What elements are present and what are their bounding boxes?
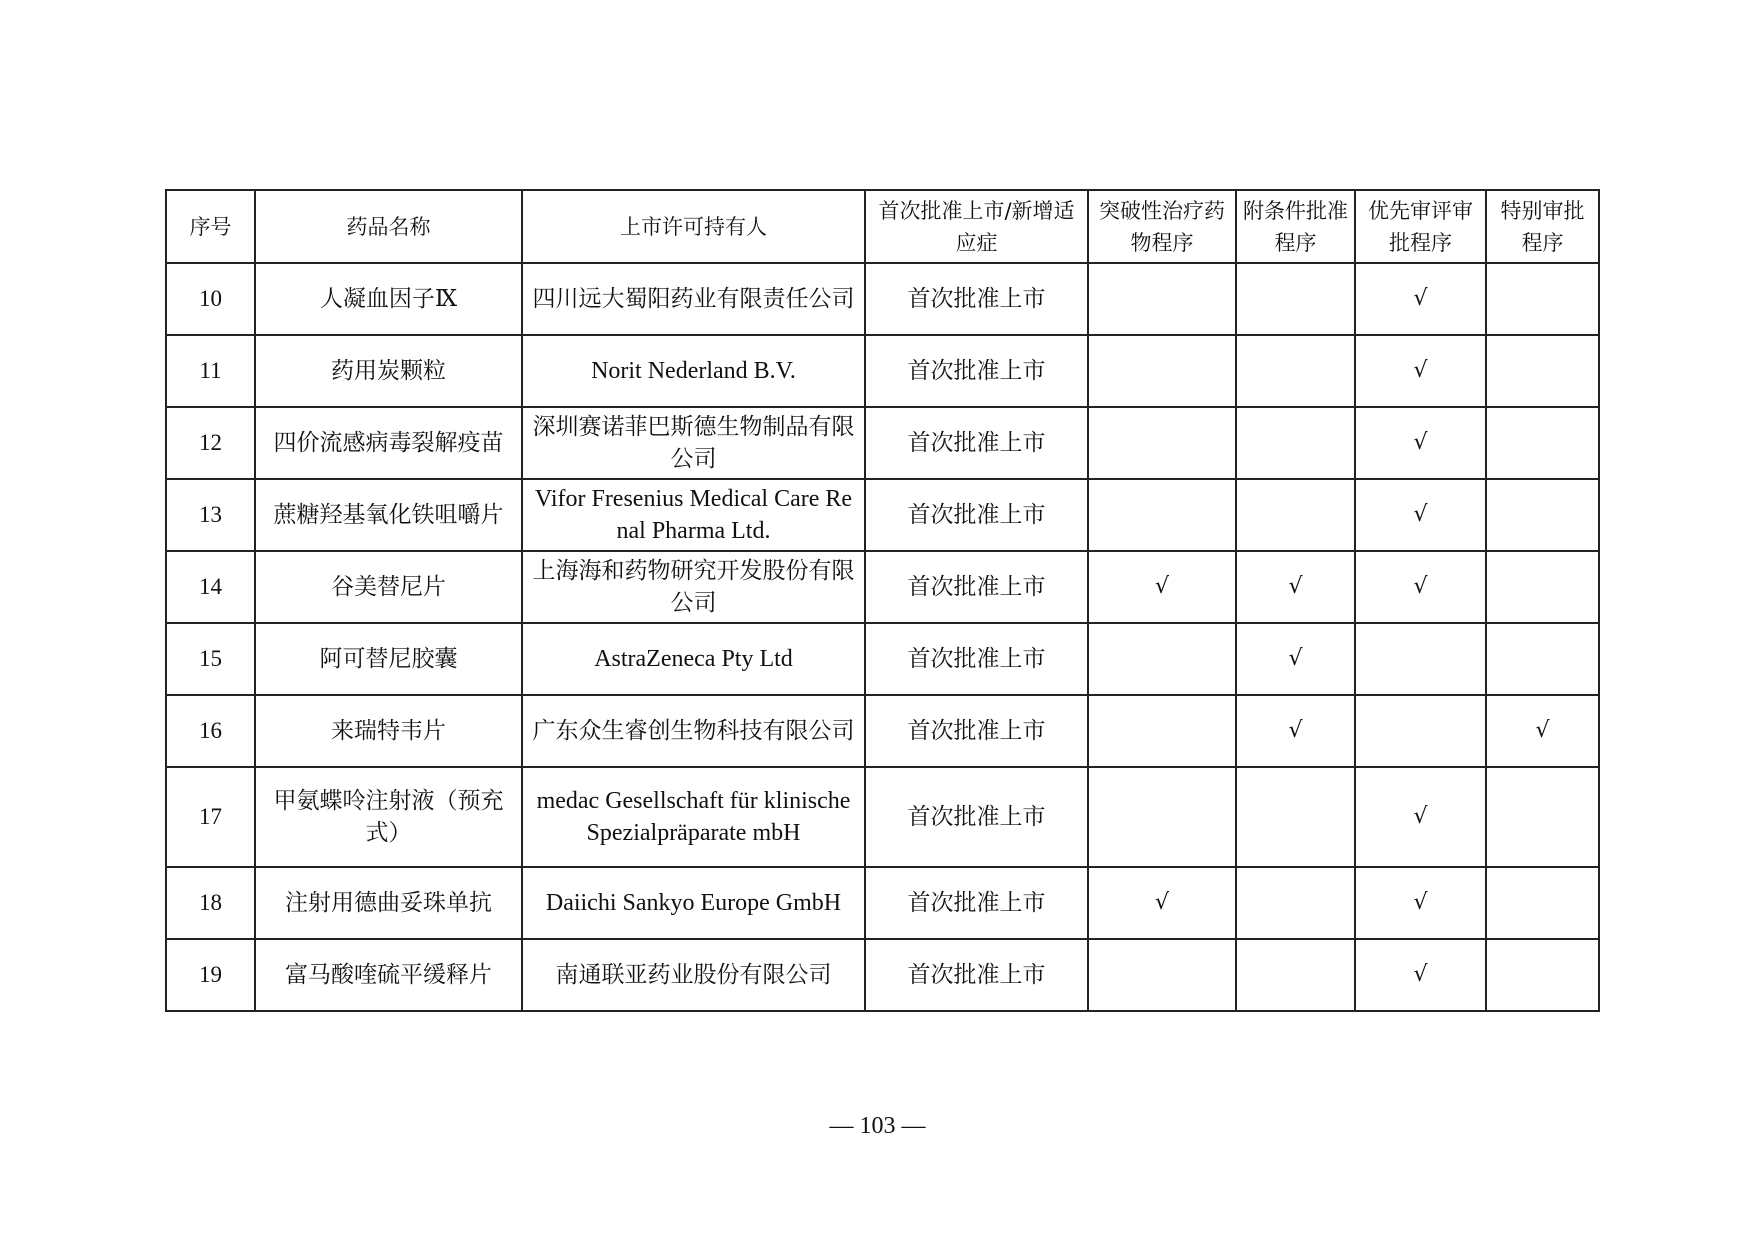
cell-priority-mark: [1355, 695, 1486, 767]
cell-priority-mark: √: [1355, 767, 1486, 867]
cell-breakthrough-mark: √: [1088, 551, 1236, 623]
cell-breakthrough-mark: [1088, 623, 1236, 695]
cell-license-holder: 南通联亚药业股份有限公司: [522, 939, 865, 1011]
cell-special-mark: [1486, 623, 1599, 695]
header-license-holder: 上市许可持有人: [522, 190, 865, 263]
cell-conditional-mark: [1236, 767, 1355, 867]
drug-approval-table: [165, 189, 1600, 1012]
header-drug-name: 药品名称: [255, 190, 522, 263]
header-serial-number: 序号: [166, 190, 255, 263]
table-row: [166, 939, 1599, 1011]
cell-special-mark: [1486, 407, 1599, 479]
cell-conditional-mark: [1236, 407, 1355, 479]
cell-approval-type: 首次批准上市: [865, 335, 1088, 407]
cell-breakthrough-mark: [1088, 767, 1236, 867]
cell-serial-number: 10: [166, 263, 255, 335]
cell-drug-name: 人凝血因子Ⅸ: [255, 263, 522, 335]
cell-special-mark: √: [1486, 695, 1599, 767]
cell-special-mark: [1486, 867, 1599, 939]
cell-special-mark: [1486, 551, 1599, 623]
header-special-program: 特别审批程序: [1486, 190, 1599, 263]
cell-license-holder: AstraZeneca Pty Ltd: [522, 623, 865, 695]
cell-special-mark: [1486, 939, 1599, 1011]
cell-approval-type: 首次批准上市: [865, 939, 1088, 1011]
cell-drug-name: 谷美替尼片: [255, 551, 522, 623]
table-row: [166, 867, 1599, 939]
cell-license-holder: Daiichi Sankyo Europe GmbH: [522, 867, 865, 939]
cell-priority-mark: √: [1355, 335, 1486, 407]
cell-serial-number: 19: [166, 939, 255, 1011]
cell-serial-number: 13: [166, 479, 255, 551]
cell-drug-name: 阿可替尼胶囊: [255, 623, 522, 695]
cell-license-holder: Vifor Fresenius Medical Care Renal Pharma Ltd.: [522, 479, 865, 551]
cell-conditional-mark: √: [1236, 623, 1355, 695]
cell-serial-number: 12: [166, 407, 255, 479]
table-row: [166, 407, 1599, 479]
cell-breakthrough-mark: [1088, 479, 1236, 551]
table-row: [166, 551, 1599, 623]
cell-special-mark: [1486, 479, 1599, 551]
cell-breakthrough-mark: [1088, 695, 1236, 767]
cell-special-mark: [1486, 263, 1599, 335]
cell-priority-mark: √: [1355, 867, 1486, 939]
cell-priority-mark: √: [1355, 263, 1486, 335]
cell-drug-name: 注射用德曲妥珠单抗: [255, 867, 522, 939]
cell-approval-type: 首次批准上市: [865, 479, 1088, 551]
cell-conditional-mark: √: [1236, 695, 1355, 767]
header-conditional-program: 附条件批准程序: [1236, 190, 1355, 263]
table-header-row: [166, 190, 1599, 263]
table-row: [166, 623, 1599, 695]
header-priority-program: 优先审评审批程序: [1355, 190, 1486, 263]
cell-drug-name: 富马酸喹硫平缓释片: [255, 939, 522, 1011]
cell-approval-type: 首次批准上市: [865, 551, 1088, 623]
cell-conditional-mark: [1236, 479, 1355, 551]
cell-license-holder: medac Gesellschaft für klinische Spezialpräparate mbH: [522, 767, 865, 867]
cell-drug-name: 来瑞特韦片: [255, 695, 522, 767]
cell-approval-type: 首次批准上市: [865, 867, 1088, 939]
cell-approval-type: 首次批准上市: [865, 407, 1088, 479]
cell-conditional-mark: [1236, 939, 1355, 1011]
cell-breakthrough-mark: [1088, 939, 1236, 1011]
cell-serial-number: 15: [166, 623, 255, 695]
cell-serial-number: 14: [166, 551, 255, 623]
cell-conditional-mark: [1236, 867, 1355, 939]
table-row: [166, 767, 1599, 867]
cell-drug-name: 蔗糖羟基氧化铁咀嚼片: [255, 479, 522, 551]
cell-approval-type: 首次批准上市: [865, 767, 1088, 867]
cell-drug-name: 甲氨蝶呤注射液（预充式）: [255, 767, 522, 867]
header-breakthrough-program: 突破性治疗药物程序: [1088, 190, 1236, 263]
cell-serial-number: 17: [166, 767, 255, 867]
cell-drug-name: 四价流感病毒裂解疫苗: [255, 407, 522, 479]
cell-license-holder: 深圳赛诺菲巴斯德生物制品有限公司: [522, 407, 865, 479]
cell-approval-type: 首次批准上市: [865, 623, 1088, 695]
cell-breakthrough-mark: [1088, 335, 1236, 407]
cell-breakthrough-mark: √: [1088, 867, 1236, 939]
cell-conditional-mark: [1236, 335, 1355, 407]
cell-breakthrough-mark: [1088, 263, 1236, 335]
table-row: [166, 479, 1599, 551]
cell-license-holder: Norit Nederland B.V.: [522, 335, 865, 407]
page-number: — 103 —: [829, 1113, 926, 1139]
cell-serial-number: 18: [166, 867, 255, 939]
cell-special-mark: [1486, 335, 1599, 407]
cell-breakthrough-mark: [1088, 407, 1236, 479]
cell-conditional-mark: [1236, 263, 1355, 335]
cell-license-holder: 四川远大蜀阳药业有限责任公司: [522, 263, 865, 335]
cell-serial-number: 11: [166, 335, 255, 407]
cell-special-mark: [1486, 767, 1599, 867]
cell-priority-mark: √: [1355, 939, 1486, 1011]
cell-priority-mark: √: [1355, 407, 1486, 479]
cell-conditional-mark: √: [1236, 551, 1355, 623]
cell-license-holder: 上海海和药物研究开发股份有限公司: [522, 551, 865, 623]
cell-license-holder: 广东众生睿创生物科技有限公司: [522, 695, 865, 767]
cell-priority-mark: √: [1355, 551, 1486, 623]
table-row: [166, 335, 1599, 407]
cell-approval-type: 首次批准上市: [865, 263, 1088, 335]
cell-approval-type: 首次批准上市: [865, 695, 1088, 767]
header-approval-type: 首次批准上市/新增适应症: [865, 190, 1088, 263]
cell-priority-mark: [1355, 623, 1486, 695]
table-row: [166, 695, 1599, 767]
cell-priority-mark: √: [1355, 479, 1486, 551]
cell-serial-number: 16: [166, 695, 255, 767]
cell-drug-name: 药用炭颗粒: [255, 335, 522, 407]
table-row: [166, 263, 1599, 335]
